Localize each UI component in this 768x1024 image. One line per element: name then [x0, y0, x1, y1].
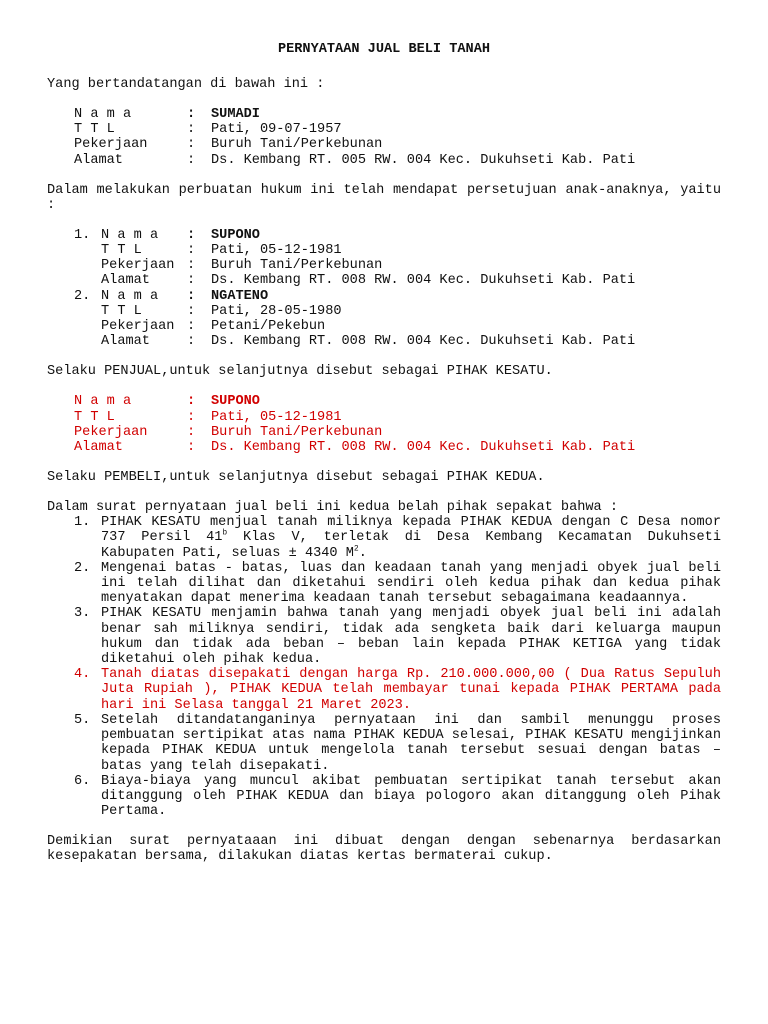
heir-1-nama-row [47, 228, 635, 243]
heir-2-ttl: Pati, 28-05-1980 [211, 303, 342, 319]
seller-alamat: Ds. Kembang RT. 005 RW. 004 Kec. Dukuhseti Kab. Pati [211, 152, 636, 168]
field-label: T T L [101, 243, 142, 259]
buyer-name: SUPONO [211, 394, 260, 410]
heir-1-name: SUPONO [211, 227, 260, 243]
field-label: Pekerjaan [101, 258, 175, 274]
colon: : [187, 227, 196, 243]
buyer-nama-row [47, 394, 635, 409]
colon: : [187, 258, 196, 274]
agreement-point-5 [47, 713, 721, 774]
field-label: N a m a [101, 288, 159, 304]
list-number: 4. [74, 667, 91, 683]
field-label: N a m a [101, 227, 159, 243]
list-number: 3. [74, 606, 91, 622]
heir-2-pekerjaan: Petani/Pekebun [211, 319, 326, 335]
list-number: 2. [74, 288, 91, 304]
field-label: N a m a [74, 394, 132, 410]
colon: : [187, 334, 196, 350]
agreement-point-1 [47, 515, 721, 561]
seller-ttl-row [47, 122, 635, 137]
point-text: PIHAK KESATU menjamin bahwa tanah yang menjadi obyek jual beli ini adalah benar sah miliknya sendiri, tidak ada sengketa baik dari keluarga maupun hukum dan tidak ada beban – beban lain kepada PIHAK KETIGA yang tidak diketahui oleh pihak kedua. [101, 606, 721, 668]
superscript: b [222, 528, 228, 538]
agreement-point-6 [47, 774, 721, 820]
field-label: Alamat [74, 152, 123, 168]
seller-identity-table [47, 107, 635, 168]
colon: : [187, 319, 196, 335]
colon: : [187, 424, 196, 440]
heir-2-nama-row [47, 289, 635, 304]
colon: : [187, 122, 196, 138]
heir-1-pekerjaan: Buruh Tani/Perkebunan [211, 258, 383, 274]
list-number: 5. [74, 712, 91, 728]
point-text: Setelah ditandatanganinya pernyataan ini dan sambil menunggu proses pembuatan sertipikat atas nama PIHAK KEDUA selesai, PIHAK KESATU mengijinkan kepada PIHAK KEDUA untuk mengelola tanah tersebut sesuai dengan batas – batas yang telah disepakati. [101, 712, 721, 774]
point-text: Tanah diatas disepakati dengan harga Rp. 210.000.000,00 ( Dua Ratus Sepuluh Juta Rupiah ), PIHAK KEDUA telah membayar tunai kepada PIHAK PERTAMA pada hari ini Selasa tanggal 21 Maret 2023. [101, 667, 721, 713]
document-page [47, 36, 721, 864]
heir-2-name: NGATENO [211, 288, 269, 304]
colon: : [187, 152, 196, 168]
closing-text: Demikian surat pernyataaan ini dibuat dengan dengan sebenarnya berdasarkan kesepakatan bersama, dilakukan diatas kertas bermaterai cukup. [47, 834, 721, 865]
seller-pekerjaan-row [47, 137, 635, 152]
seller-ttl: Pati, 09-07-1957 [211, 122, 342, 138]
point-text: Klas V, terletak di Desa Kembang Kecamatan Dukuhseti Kabupaten Pati, seluas ± 4340 M [101, 530, 721, 561]
field-label: T T L [74, 122, 115, 138]
agreement-points [47, 515, 721, 819]
intro-text: Yang bertandatangan di bawah ini : [47, 77, 325, 92]
seller-nama-row [47, 107, 635, 122]
heir-1-alamat-row [47, 273, 635, 288]
agreement-point-4 [47, 667, 721, 713]
seller-pekerjaan: Buruh Tani/Perkebunan [211, 137, 383, 153]
colon: : [187, 440, 196, 456]
buyer-ttl: Pati, 05-12-1981 [211, 409, 342, 425]
field-label: Pekerjaan [101, 319, 175, 335]
point-text: Biaya-biaya yang muncul akibat pembuatan sertipikat tanah tersebut akan ditanggung oleh PIHAK KEDUA dan biaya pologoro akan ditanggung oleh Pihak Pertama. [101, 773, 721, 820]
colon: : [187, 273, 196, 289]
field-label: Alamat [74, 440, 123, 456]
buyer-alamat-row [47, 440, 635, 455]
point-text: . [358, 545, 367, 561]
list-number: 1. [74, 515, 91, 531]
agreement-intro: Dalam surat pernyataan jual beli ini kedua belah pihak sepakat bahwa : [47, 500, 619, 516]
seller-designation-text: Selaku PENJUAL,untuk selanjutnya disebut sebagai PIHAK KESATU. [47, 364, 553, 380]
list-number: 1. [74, 227, 91, 243]
seller-alamat-row [47, 153, 635, 168]
consent-text: Dalam melakukan perbuatan hukum ini telah mendapat persetujuan anak-anaknya, yaitu : [47, 182, 721, 213]
heir-2-alamat: Ds. Kembang RT. 008 RW. 004 Kec. Dukuhseti Kab. Pati [211, 334, 636, 350]
field-label: T T L [74, 409, 115, 425]
point-text: PIHAK KESATU menjual tanah miliknya kepada PIHAK KEDUA dengan C Desa nomor 737 Persil 41 [101, 515, 721, 546]
colon: : [187, 107, 196, 122]
buyer-designation-text: Selaku PEMBELI,untuk selanjutnya disebut sebagai PIHAK KEDUA. [47, 470, 545, 486]
buyer-alamat: Ds. Kembang RT. 008 RW. 004 Kec. Dukuhseti Kab. Pati [211, 440, 636, 456]
colon: : [187, 243, 196, 259]
colon: : [187, 394, 196, 410]
point-text: Mengenai batas - batas, luas dan keadaan tanah yang menjadi obyek jual beli ini telah dilihat dan diketahui sendiri oleh kedua pihak dan kedua pihak menyatakan dapat menerima keadaan tanah tersebut sebagaimana keadaannya. [101, 560, 721, 607]
field-label: N a m a [74, 107, 132, 122]
buyer-identity-table [47, 394, 635, 455]
list-number: 2. [74, 560, 91, 576]
heir-1-alamat: Ds. Kembang RT. 008 RW. 004 Kec. Dukuhseti Kab. Pati [211, 273, 636, 289]
colon: : [187, 288, 196, 304]
heir-1-ttl: Pati, 05-12-1981 [211, 243, 342, 259]
buyer-pekerjaan: Buruh Tani/Perkebunan [211, 424, 383, 440]
field-label: Pekerjaan [74, 137, 148, 153]
heir-1-pekerjaan-row [47, 258, 635, 273]
buyer-ttl-row [47, 410, 635, 425]
agreement-point-2 [47, 561, 721, 607]
buyer-pekerjaan-row [47, 425, 635, 440]
document-title: PERNYATAAN JUAL BELI TANAH [277, 42, 491, 57]
seller-name: SUMADI [211, 107, 260, 122]
field-label: T T L [101, 303, 142, 319]
agreement-point-3 [47, 606, 721, 667]
heir-2-ttl-row [47, 304, 635, 319]
heirs-table [47, 228, 635, 350]
list-number: 6. [74, 773, 91, 789]
colon: : [187, 409, 196, 425]
colon: : [187, 137, 196, 153]
colon: : [187, 303, 196, 319]
heir-2-pekerjaan-row [47, 319, 635, 334]
field-label: Pekerjaan [74, 424, 148, 440]
heir-1-ttl-row [47, 243, 635, 258]
field-label: Alamat [101, 334, 150, 350]
superscript: 2 [353, 544, 359, 554]
field-label: Alamat [101, 273, 150, 289]
heir-2-alamat-row [47, 334, 635, 349]
